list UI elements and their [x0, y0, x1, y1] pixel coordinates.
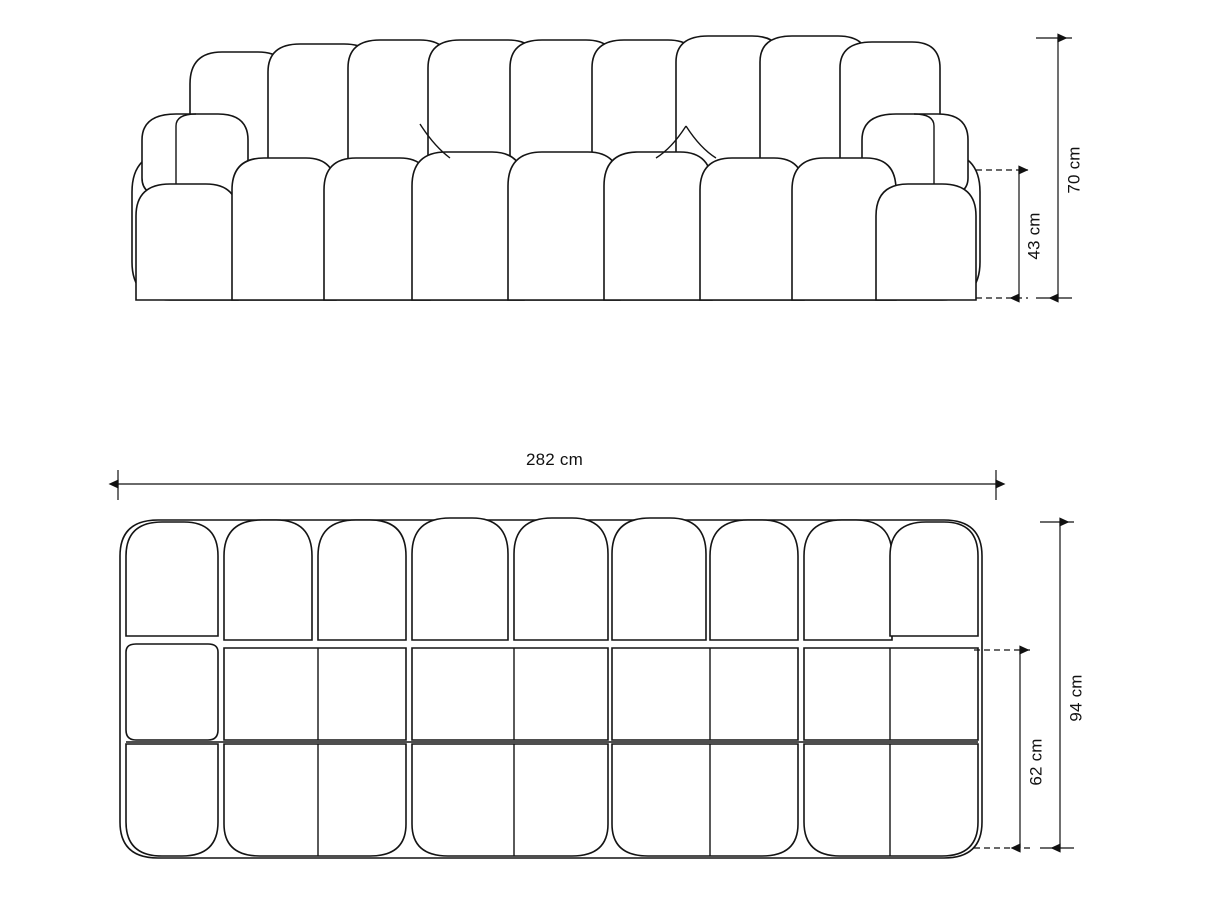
label-seat-depth: 62 cm: [1026, 738, 1046, 786]
label-total-width: 282 cm: [526, 450, 583, 469]
label-total-height: 70 cm: [1064, 146, 1084, 194]
dimension-total-width: [118, 470, 996, 500]
label-seat-height: 43 cm: [1024, 212, 1044, 260]
plan-backrest-row: [126, 518, 978, 640]
dimension-seat-height: [976, 170, 1028, 298]
top-plan-view: [118, 470, 1074, 858]
front-elevation-view: [132, 36, 1072, 300]
plan-seat-row-front: [126, 744, 978, 856]
seat-cushions-front: [136, 152, 976, 300]
label-total-depth: 94 cm: [1066, 674, 1086, 722]
plan-seat-row-middle: [126, 644, 978, 740]
